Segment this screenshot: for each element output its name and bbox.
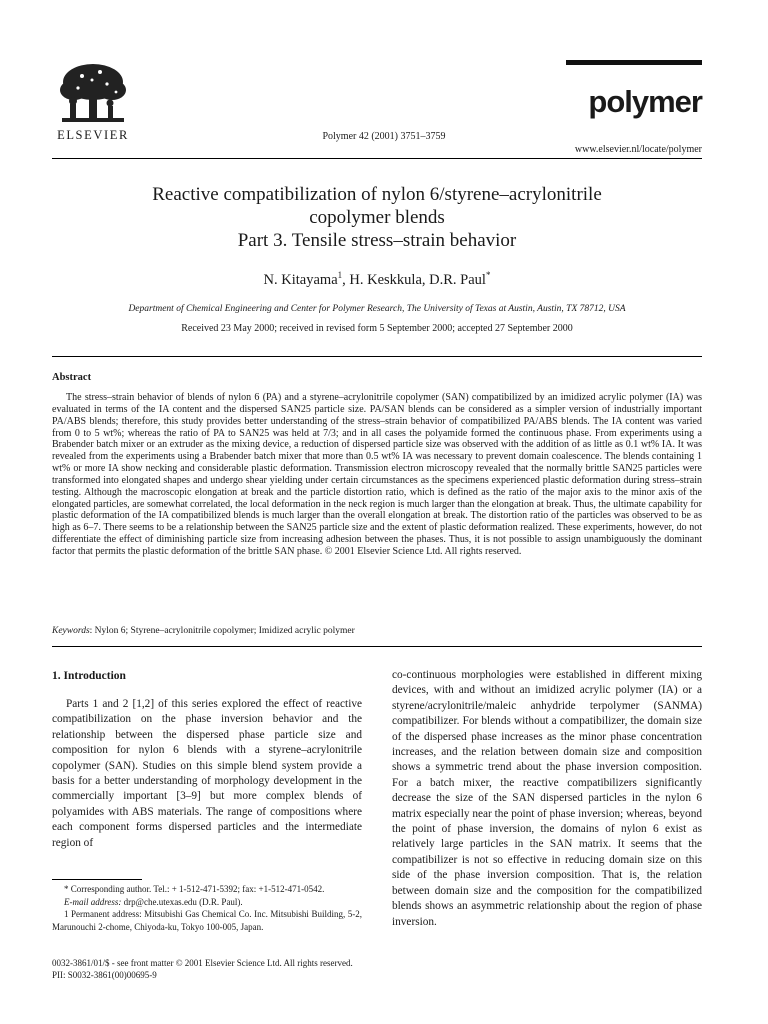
email-link[interactable]: drp@che.utexas.edu (D.R. Paul). [121,896,243,907]
permanent-address-footnote: 1 Permanent address: Mitsubishi Gas Chemical Co. Inc. Mitsubishi Building, 5-2, Marunouchi 2-chome, Chiyoda-ku, Tokyo 100-005, Japan. [52,909,362,932]
journal-url-link[interactable]: www.elsevier.nl/locate/polymer [574,144,702,155]
author-mark: * [485,270,491,280]
author-mark: 1 [337,270,343,280]
author-list: N. Kitayama$^1$, H. Keskkula, D.R. Paul* [263,270,491,288]
title-line: Reactive compatibilization of nylon 6/styrene–acrylonitrile [152,184,602,205]
article-title [52,183,702,252]
abstract-heading: Abstract [52,372,92,383]
footnote-rule [52,879,142,880]
keywords-line [52,626,702,636]
pii-line: PII: S0032-3861(00)00695-9 [52,970,157,980]
section-heading: 1. Introduction [52,670,126,682]
intro-right-column: co-continuous morphologies were established in different mixing devices, with and without an imidized acrylic polymer (IA) or a styrene/acrylonitrile/maleic anhydride terpolymer (SANMA) compatibilizer. For blends without a compatibilizer, the domain size of the dispersed phase increases as the minor phase concentration increases, and the relation between domain size and composition shows a symmetric trend about the phase inversion composition. For a batch mixer, the reactive compatibilizers significantly decrease the size of the SAN dispersed particles in the nylon 6 matrix especially near the point of phase inversion; whereas, beyond the point of phase inversion, the domains of nylon 6 exist as relatively large particles in the SAN matrix. It seems that the compatibilizer is not so effective in reducing domain size on this side of the phase inversion composition. That is, the relation between domain size and the composition for the compatibilized blends shows an asymmetric relationship about the region of phase inversion. [392,669,702,928]
corresponding-footnote: * Corresponding author. Tel.: + 1-512-471-5392; fax: +1-512-471-0542. [64,884,325,894]
copyright-block [52,957,353,981]
email-footnote [52,896,362,909]
keywords-list: : Nylon 6; Styrene–acrylonitrile copolymer; Imidized acrylic polymer [89,626,355,636]
intro-left-column: Parts 1 and 2 [1,2] of this series explored the effect of reactive compatibilization on the phase inversion behavior and the relationship between the dispersed phase particle size and composition for nylon 6 blends with a styrene–acrylonitrile copolymer (SAN). Studies on this simple blend system provide a basis for a better understanding of morphology development in the commercially important [3–9] but more complex blends of polyamides with ABS materials. The range of compositions where each component forms dispersed particles and the intermediate region of [52,698,362,849]
header-rule [52,158,702,159]
keywords-label: Keywords [52,626,90,636]
footnotes [52,883,362,933]
elsevier-tree-logo [52,60,134,128]
publisher-name: ELSEVIER [57,128,129,142]
author-name: N. Kitayama [263,271,338,288]
received-dates: Received 23 May 2000; received in revised form 5 September 2000; accepted 27 September 2000 [181,323,573,334]
title-rule [52,356,702,357]
title-line: copolymer blends [309,207,445,228]
author-name: D.R. Paul [429,271,486,288]
abstract-rule [52,646,702,647]
front-matter-line: 0032-3861/01/$ - see front matter © 2001 Elsevier Science Ltd. All rights reserved. [52,958,353,968]
author-name: H. Keskkula [349,271,422,288]
email-label: E-mail address: [64,896,122,907]
header-bar [566,60,702,65]
abstract-text: The stress–strain behavior of blends of nylon 6 (PA) and a styrene–acrylonitrile copolymer (SAN) compatibilized by an imidized acrylic polymer (IA) was evaluated in terms of the IA content and the dispersed SAN25 particle size. PA/SAN blends can be considered as a simpler version of industrially important PA/ABS blends; therefore, this study provides better understanding of the stress–strain behavior of compatibilized PA/ABS blends. The IA content was varied from 0 to 5 wt%; whereas the ratio of PA to SAN25 was held at 7/3; and in all cases the polyamide formed the continuous phase. From experiments using a Brabender batch mixer or an extruder as the mixing device, a reduction of dispersed particle size was observed with the addition of as little as 0.1 wt% IA. It was revealed from the experiments using a Brabender batch mixer that more than 0.5 wt% IA was necessary to prevent domain coalescence. The blends containing 1 wt% or more IA show necking and considerable plastic deformation. Transmission electron microscopy revealed that the normally brittle SAN25 particles were transformed into elongated shapes and undergo shear yielding under certain circumstances as the specimens experienced plastic deformation during stress–strain testing. Although the macroscopic elongation at break and the particle distortion ratio, which is defined as the ratio of the major axis to the minor axis of the elongated particles, are somewhat correlated, the local deformation in the neck region is much larger than the elongation at break. Thus, the ultimate capability for plastic deformation of the IA compatibilized blends is much larger than the overall elongation at break. The distortion ratio of the particles was observed to be as high as 6–7. There seems to be a relationship between the SAN25 particle size and the extent of plastic deformation realized. These experiments, however, do not differentiate the effect of diminishing particle size from increasing adhesion between the phases. Thus, it is not possible to assign unambiguously the dominant factor that permits the plastic deformation of the brittle SAN phase. © 2001 Elsevier Science Ltd. All rights reserved. [52,392,702,557]
journal-citation: Polymer 42 (2001) 3751–3759 [322,131,446,142]
affiliation: Department of Chemical Engineering and Center for Polymer Research, The University of Texas at Austin, Austin, TX 78712, USA [128,304,626,314]
title-line: Part 3. Tensile stress–strain behavior [237,230,517,251]
journal-logo: polymer [588,84,702,119]
